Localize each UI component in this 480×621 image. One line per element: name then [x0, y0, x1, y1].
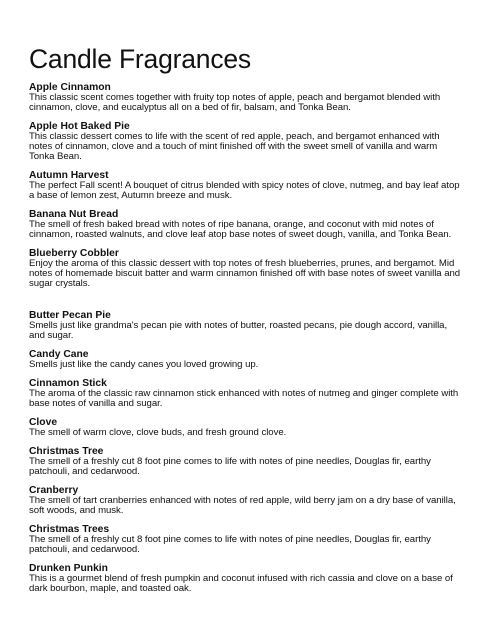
fragrance-name: Blueberry Cobbler	[29, 248, 119, 259]
fragrance-entry-butter-pecan-pie	[29, 310, 461, 341]
fragrance-name: Drunken Punkin	[29, 563, 108, 574]
fragrance-entry-autumn-harvest	[29, 170, 461, 201]
fragrance-name: Cinnamon Stick	[29, 378, 107, 389]
fragrance-name: Apple Cinnamon	[29, 82, 111, 93]
fragrance-name: Apple Hot Baked Pie	[29, 121, 130, 132]
fragrance-entry-banana-nut-bread	[29, 209, 461, 240]
fragrance-name: Clove	[29, 417, 58, 428]
page-title: Candle Fragrances	[29, 44, 251, 74]
fragrance-entry-apple-hot-baked-pie	[29, 121, 461, 162]
fragrance-name: Candy Cane	[29, 349, 89, 360]
fragrance-description: The smell of a freshly cut 8 foot pine comes to life with notes of pine needles, Douglas fir, earthy patchouli, and cedarwood.	[29, 534, 431, 555]
fragrance-name: Banana Nut Bread	[29, 209, 119, 220]
fragrance-entry-cinnamon-stick	[29, 378, 461, 409]
fragrance-entry-clove	[29, 417, 461, 438]
fragrance-entry-candy-cane	[29, 349, 461, 370]
fragrance-name: Butter Pecan Pie	[29, 310, 111, 321]
fragrance-entry-blueberry-cobbler	[29, 248, 461, 289]
fragrance-entry-cranberry	[29, 485, 461, 516]
fragrance-description: Smells just like the candy canes you loved growing up.	[29, 359, 259, 370]
fragrance-description: Smells just like grandma's pecan pie with notes of butter, roasted pecans, pie dough accord, vanilla, and sugar.	[29, 320, 448, 341]
document-page	[29, 44, 461, 602]
fragrance-entry-christmas-tree	[29, 446, 461, 477]
fragrance-name: Christmas Trees	[29, 524, 110, 535]
fragrance-entry-drunken-punkin	[29, 563, 461, 594]
fragrance-description: The smell of warm clove, clove buds, and fresh ground clove.	[29, 427, 287, 438]
fragrance-description: This is a gourmet blend of fresh pumpkin and coconut infused with rich cassia and clove on a base of dark bourbon, maple, and toasted oak.	[29, 573, 453, 594]
fragrance-name: Autumn Harvest	[29, 170, 109, 181]
fragrance-description: The smell of fresh baked bread with notes of ripe banana, orange, and coconut with mid notes of cinnamon, roasted walnuts, and clove leaf atop base notes of sweet dough, vanilla, and Tonka Bean.	[29, 219, 452, 240]
fragrance-description: The smell of tart cranberries enhanced with notes of red apple, wild berry jam on a dry base of vanilla, soft woods, and musk.	[29, 495, 456, 516]
fragrance-name: Cranberry	[29, 485, 79, 496]
fragrance-name: Christmas Tree	[29, 446, 104, 457]
fragrance-description: The smell of a freshly cut 8 foot pine comes to life with notes of pine needles, Douglas fir, earthy patchouli, and cedarwood.	[29, 456, 431, 477]
fragrance-description: Enjoy the aroma of this classic dessert with top notes of fresh blueberries, prunes, and bergamot. Mid notes of homemade biscuit batter and warm cinnamon finished off with base notes of sweet vanilla and sugar crystals.	[29, 258, 461, 289]
fragrance-description: This classic scent comes together with fruity top notes of apple, peach and bergamot blended with cinnamon, clove, and eucalyptus all on a bed of fir, balsam, and Tonka Bean.	[29, 92, 441, 113]
fragrance-entry-christmas-trees	[29, 524, 461, 555]
fragrance-description: This classic dessert comes to life with the scent of red apple, peach, and bergamot enhanced with notes of cinnamon, clove and a touch of mint finished off with the sweet smell of vanilla and warm Tonka Bean.	[29, 131, 440, 162]
fragrance-description: The aroma of the classic raw cinnamon stick enhanced with notes of nutmeg and ginger complete with base notes of vanilla and sugar.	[29, 388, 459, 409]
fragrance-entry-apple-cinnamon	[29, 82, 461, 113]
fragrance-description: The perfect Fall scent! A bouquet of citrus blended with spicy notes of clove, nutmeg, and bay leaf atop a base of lemon zest, Autumn breeze and musk.	[29, 180, 460, 201]
